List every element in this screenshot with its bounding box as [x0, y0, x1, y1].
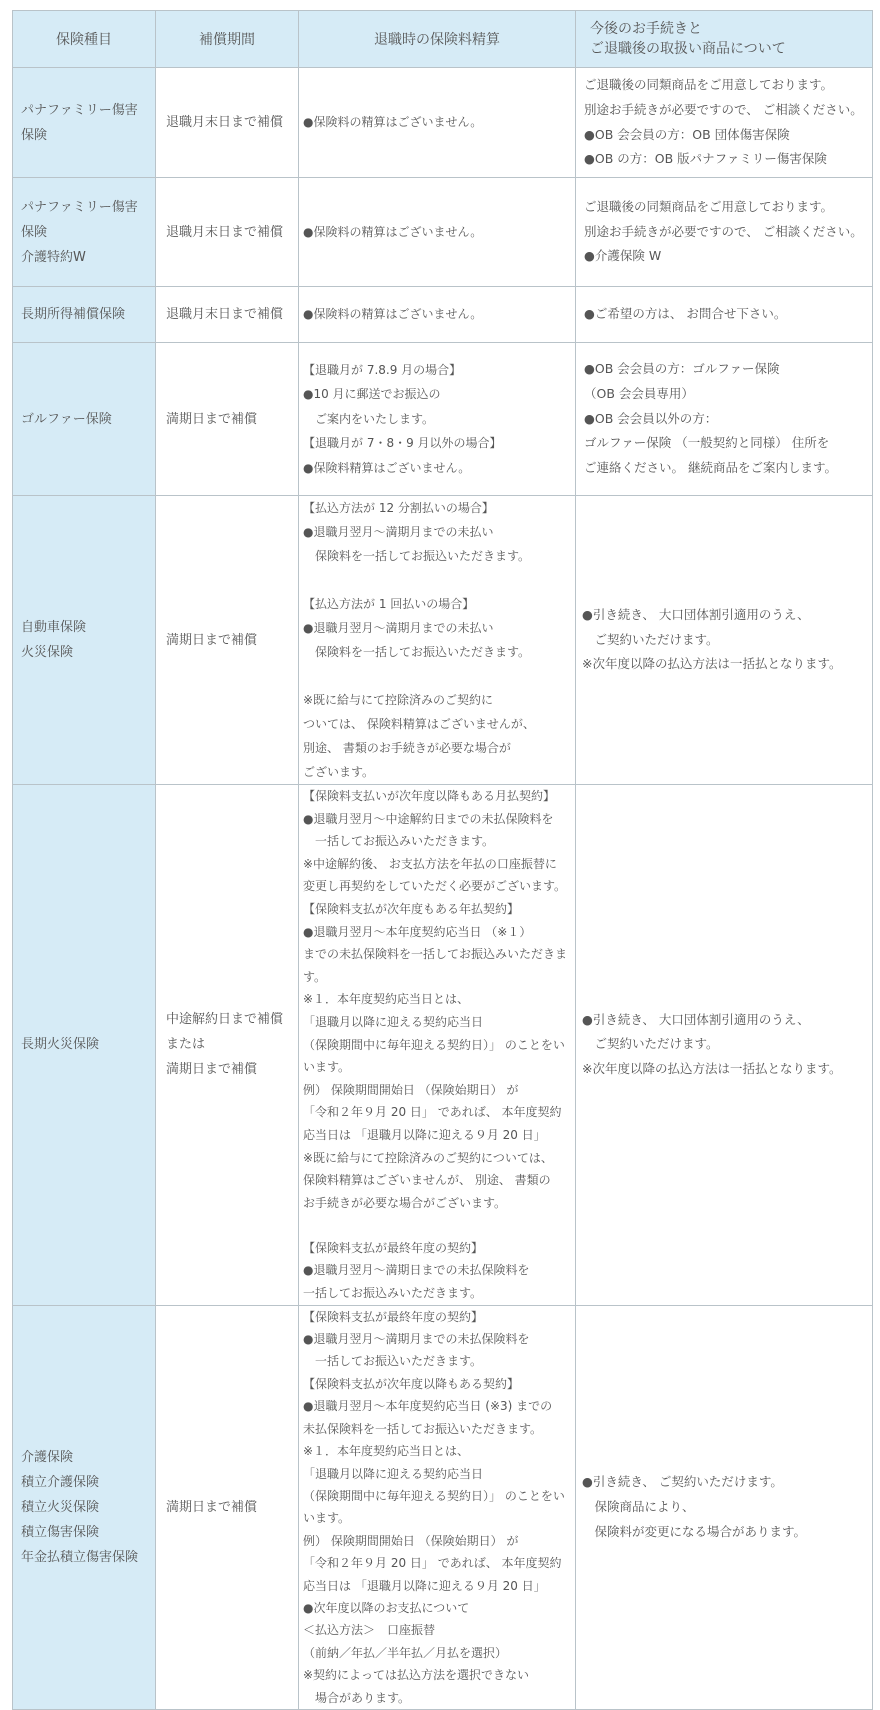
row-procedure: ●OB 会会員の方：ゴルファー保険 （OB 会会員専用） ●OB 会会員以外の方： ゴルファー保険 （一般契約と同様） 住所を ご連絡ください。 継続商品をご案内します。 [576, 343, 873, 496]
row-settlement: 【払込方法が 12 分割払いの場合】 ●退職月翌月～満期月までの未払い 保険料を一括してお振込いただきます。 【払込方法が 1 回払いの場合】 ●退職月翌月～満期月までの未払い 保険料を一括してお振込いただきます。 ※既に給与にて控除済みのご契約に ついては、 保険料精算はございませんが、 別途、 書類のお手続きが必要な場合が ございます。 [299, 496, 576, 785]
row-period: 満期日まで補償 [156, 343, 299, 496]
header-insurance-type: 保険種目 [13, 11, 156, 68]
row-category: 長期所得補償保険 [13, 287, 156, 343]
insurance-table [12, 10, 873, 1710]
row-category: パナファミリー傷害保険 [13, 68, 156, 178]
header-coverage-period: 補償期間 [156, 11, 299, 68]
row-procedure: ●引き続き、 大口団体割引適用のうえ、 ご契約いただけます。 ※次年度以降の払込方法は一括払となります。 [576, 785, 873, 1306]
row-procedure: ●引き続き、 ご契約いただけます。 保険商品により、 保険料が変更になる場合があります。 [576, 1305, 873, 1709]
table-row [13, 785, 873, 1306]
row-procedure: ●引き続き、 大口団体割引適用のうえ、 ご契約いただけます。 ※次年度以降の払込方法は一括払となります。 [576, 496, 873, 785]
row-settlement: 【保険料支払いが次年度以降もある月払契約】 ●退職月翌月～中途解約日までの未払保険料を 一括してお振込みいただきます。 ※中途解約後、 お支払方法を年払の口座振替に 変更し再契約をしていただく必要がございます。 【保険料支払が次年度もある年払契約】 ●退職月翌月～本年度契約応当日 （※１） までの未払保険料を一括してお振込みいただきます。 ※１．本年度契約応当日とは、 「退職月以降に迎える契約応当日 （保険期間中に毎年迎える契約日）」 のことをいいます。 例） 保険期間開始日 （保険始期日） が 「令和２年９月 20 日」 であれば、 本年度契約 応当日は 「退職月以降に迎える９月 20 日」 ※既に給与にて控除済みのご契約については、 保険料精算はございませんが、 別途、 書類の お手続きが必要な場合がございます。 【保険料支払が最終年度の契約】 ●退職月翌月～満期日までの未払保険料を 一括してお振込みいただきます。 [299, 785, 576, 1306]
row-procedure: ご退職後の同類商品をご用意しております。 別途お手続きが必要ですので、 ご相談ください。 ●介護保険 W [576, 178, 873, 287]
row-category: 介護保険 積立介護保険 積立火災保険 積立傷害保険 年金払積立傷害保険 [13, 1305, 156, 1709]
header-procedure [576, 11, 873, 68]
header-settlement: 退職時の保険料精算 [299, 11, 576, 68]
table-row [13, 287, 873, 343]
row-period: 退職月末日まで補償 [156, 68, 299, 178]
header-procedure-line1: 今後のお手続きと [590, 21, 702, 37]
row-procedure: ●ご希望の方は、 お問合せ下さい。 [576, 287, 873, 343]
table-row [13, 1305, 873, 1709]
header-procedure-line2: ご退職後の取扱い商品について [590, 41, 786, 57]
table-row [13, 496, 873, 785]
row-category: 長期火災保険 [13, 785, 156, 1306]
row-period: 満期日まで補償 [156, 496, 299, 785]
row-settlement: 【退職月が 7.8.9 月の場合】 ●10 月に郵送でお振込の ご案内をいたします。 【退職月が 7・8・9 月以外の場合】 ●保険料精算はございません。 [299, 343, 576, 496]
row-period: 退職月末日まで補償 [156, 178, 299, 287]
table-row [13, 178, 873, 287]
table-row [13, 343, 873, 496]
table-row [13, 68, 873, 178]
row-settlement: ●保険料の精算はございません。 [299, 68, 576, 178]
row-settlement: ●保険料の精算はございません。 [299, 178, 576, 287]
row-category: 自動車保険 火災保険 [13, 496, 156, 785]
row-period: 中途解約日まで補償 または 満期日まで補償 [156, 785, 299, 1306]
row-period: 退職月末日まで補償 [156, 287, 299, 343]
row-period: 満期日まで補償 [156, 1305, 299, 1709]
row-category: パナファミリー傷害保険 介護特約W [13, 178, 156, 287]
header-row [13, 11, 873, 68]
row-procedure: ご退職後の同類商品をご用意しております。 別途お手続きが必要ですので、 ご相談ください。 ●OB 会会員の方：OB 団体傷害保険 ●OB の方：OB 版パナファミリー傷害保険 [576, 68, 873, 178]
row-settlement: ●保険料の精算はございません。 [299, 287, 576, 343]
row-settlement: 【保険料支払が最終年度の契約】 ●退職月翌月～満期月までの未払保険料を 一括してお振込いただきます。 【保険料支払が次年度以降もある契約】 ●退職月翌月～本年度契約応当日 (※3) までの 未払保険料を一括してお振込いただきます。 ※１．本年度契約応当日とは、 「退職月以降に迎える契約応当日 （保険期間中に毎年迎える契約日）」 のことをいいます。 例） 保険期間開始日 （保険始期日） が 「令和２年９月 20 日」 であれば、 本年度契約 応当日は 「退職月以降に迎える９月 20 日」 ●次年度以降のお支払について ＜払込方法＞ 口座振替 （前納／年払／半年払／月払を選択） ※契約によっては払込方法を選択できない 場合があります。 [299, 1305, 576, 1709]
row-category: ゴルファー保険 [13, 343, 156, 496]
